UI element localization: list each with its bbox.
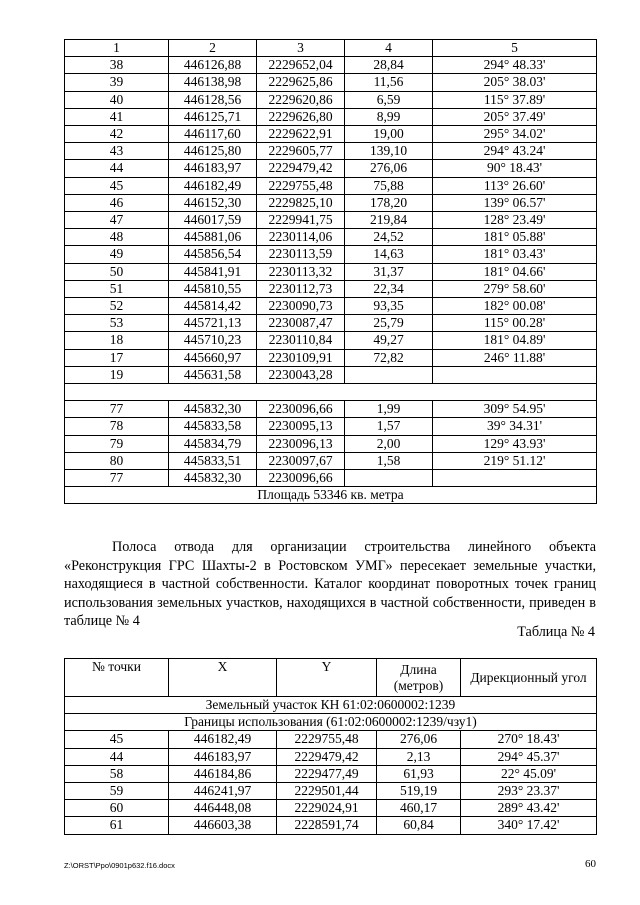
table-cell: 293° 23.37' [461, 783, 597, 800]
table-cell: 113° 26.60' [433, 177, 597, 194]
table-cell: 51 [65, 280, 169, 297]
table-cell [345, 470, 433, 487]
table-cell: 289° 43.42' [461, 800, 597, 817]
header-cell: 1 [65, 40, 169, 57]
table-cell: 128° 23.49' [433, 212, 597, 229]
table-cell: 445841,91 [169, 263, 257, 280]
table-row [65, 126, 597, 143]
table-row [65, 401, 597, 418]
table-row [65, 800, 597, 817]
table-cell: 78 [65, 418, 169, 435]
table-cell: 276,06 [377, 731, 461, 748]
table-cell: 1,58 [345, 452, 433, 469]
table-row [65, 452, 597, 469]
table-cell: 2230090,73 [257, 298, 345, 315]
table-cell: 49,27 [345, 332, 433, 349]
table-cell: 446128,56 [169, 91, 257, 108]
table-cell: 2229755,48 [257, 177, 345, 194]
table-header-row [65, 40, 597, 57]
table-cell: 14,63 [345, 246, 433, 263]
table-cell: 44 [65, 160, 169, 177]
table-cell: 446138,98 [169, 74, 257, 91]
table-row [65, 748, 597, 765]
table-cell: 93,35 [345, 298, 433, 315]
table-row [65, 143, 597, 160]
table-cell: 46 [65, 194, 169, 211]
parcel-label: Земельный участок КН 61:02:0600002:1239 [65, 697, 597, 714]
table-cell: 446125,80 [169, 143, 257, 160]
table-cell: 2229755,48 [277, 731, 377, 748]
table-cell: 2230043,28 [257, 366, 345, 383]
table-cell: 45 [65, 177, 169, 194]
table-row [65, 160, 597, 177]
table-cell: 446241,97 [169, 783, 277, 800]
bounds-row [65, 714, 597, 731]
coordinates-table-continued [64, 39, 597, 504]
table-cell: 41 [65, 108, 169, 125]
table-cell: 80 [65, 452, 169, 469]
table-cell: 276,06 [345, 160, 433, 177]
table-row [65, 212, 597, 229]
table-row [65, 74, 597, 91]
table-cell: 2229479,42 [257, 160, 345, 177]
header-x: X [169, 659, 277, 697]
table-cell: 445834,79 [169, 435, 257, 452]
table-row [65, 229, 597, 246]
table-cell: 115° 00.28' [433, 315, 597, 332]
table-row [65, 91, 597, 108]
table-cell: 294° 43.24' [433, 143, 597, 160]
table-cell: 2229652,04 [257, 57, 345, 74]
area-row [65, 487, 597, 504]
table-cell: 309° 54.95' [433, 401, 597, 418]
table-cell: 50 [65, 263, 169, 280]
table-cell: 445814,42 [169, 298, 257, 315]
table-cell: 31,37 [345, 263, 433, 280]
table-cell: 90° 18.43' [433, 160, 597, 177]
table-cell: 2,00 [345, 435, 433, 452]
table-cell: 445832,30 [169, 401, 257, 418]
table-cell: 446448,08 [169, 800, 277, 817]
table-cell: 79 [65, 435, 169, 452]
table-row [65, 817, 597, 834]
table-cell: 19,00 [345, 126, 433, 143]
table-cell: 446017,59 [169, 212, 257, 229]
table-cell: 43 [65, 143, 169, 160]
table-cell: 445660,97 [169, 349, 257, 366]
table-cell: 8,99 [345, 108, 433, 125]
table-cell: 53 [65, 315, 169, 332]
table-cell: 39 [65, 74, 169, 91]
table-cell: 58 [65, 765, 169, 782]
table-row [65, 470, 597, 487]
table-cell: 59 [65, 783, 169, 800]
table-cell [433, 470, 597, 487]
table-gap-row [65, 384, 597, 401]
table-cell: 181° 04.89' [433, 332, 597, 349]
table-row [65, 783, 597, 800]
table-cell: 22° 45.09' [461, 765, 597, 782]
table-cell: 2229024,91 [277, 800, 377, 817]
table-cell: 2230095,13 [257, 418, 345, 435]
table-cell: 279° 58.60' [433, 280, 597, 297]
table-cell: 2230096,13 [257, 435, 345, 452]
header-cell: 2 [169, 40, 257, 57]
table-cell: 77 [65, 470, 169, 487]
table-cell: 19 [65, 366, 169, 383]
table-cell: 25,79 [345, 315, 433, 332]
table-cell: 2229626,80 [257, 108, 345, 125]
table-cell: 445710,23 [169, 332, 257, 349]
table-cell: 75,88 [345, 177, 433, 194]
table-cell: 139,10 [345, 143, 433, 160]
table-row [65, 57, 597, 74]
table-cell: 182° 00.08' [433, 298, 597, 315]
table-cell: 61 [65, 817, 169, 834]
table-row [65, 332, 597, 349]
table-cell: 2230113,32 [257, 263, 345, 280]
table-cell: 446184,86 [169, 765, 277, 782]
table-cell: 77 [65, 401, 169, 418]
table-cell: 139° 06.57' [433, 194, 597, 211]
table-cell: 446117,60 [169, 126, 257, 143]
table-cell: 2229501,44 [277, 783, 377, 800]
table-cell: 38 [65, 57, 169, 74]
table-cell: 181° 05.88' [433, 229, 597, 246]
table-cell: 445810,55 [169, 280, 257, 297]
table-cell: 446182,49 [169, 731, 277, 748]
table-cell: 60,84 [377, 817, 461, 834]
table-cell: 1,57 [345, 418, 433, 435]
table-4 [64, 658, 597, 835]
table-cell: 181° 03.43' [433, 246, 597, 263]
table-cell: 49 [65, 246, 169, 263]
table-cell: 2230109,91 [257, 349, 345, 366]
paragraph-text: Полоса отвода для организации строительства линейного объекта «Реконструкция ГРС Шахты-2 в Ростовском УМГ» пересекает земельные участки, находящиеся в частной собственности. Каталог координат поворотных точек границ использования земельных участков, находящихся в частной собственности, приведен в таблице № 4 [64, 539, 596, 630]
table-cell: 2229479,42 [277, 748, 377, 765]
table-cell: 2229622,91 [257, 126, 345, 143]
table-cell: 219° 51.12' [433, 452, 597, 469]
table-cell: 39° 34.31' [433, 418, 597, 435]
table-cell: 115° 37.89' [433, 91, 597, 108]
table-cell: 446125,71 [169, 108, 257, 125]
table-cell: 47 [65, 212, 169, 229]
header-angle: Дирекционный угол [461, 659, 597, 697]
table-cell: 294° 45.37' [461, 748, 597, 765]
table-caption: Таблица № 4 [517, 624, 595, 640]
table-cell: 2229620,86 [257, 91, 345, 108]
table-cell [345, 366, 433, 383]
table-cell: 2229625,86 [257, 74, 345, 91]
table-row [65, 194, 597, 211]
table-cell: 445833,58 [169, 418, 257, 435]
header-point-number: № точки [65, 659, 169, 697]
table-cell: 519,19 [377, 783, 461, 800]
header-length: Длина (метров) [377, 659, 461, 697]
table-cell: 2230110,84 [257, 332, 345, 349]
table-row [65, 246, 597, 263]
table-cell: 446182,49 [169, 177, 257, 194]
table-cell: 445856,54 [169, 246, 257, 263]
table-cell: 445833,51 [169, 452, 257, 469]
table-cell: 178,20 [345, 194, 433, 211]
table-cell: 61,93 [377, 765, 461, 782]
table-cell: 340° 17.42' [461, 817, 597, 834]
table-cell: 129° 43.93' [433, 435, 597, 452]
table-cell: 446603,38 [169, 817, 277, 834]
table-row [65, 263, 597, 280]
table-cell: 48 [65, 229, 169, 246]
area-total: Площадь 53346 кв. метра [65, 487, 597, 504]
table-cell: 2229605,77 [257, 143, 345, 160]
table-cell: 40 [65, 91, 169, 108]
header-cell: 4 [345, 40, 433, 57]
table-cell: 52 [65, 298, 169, 315]
table-cell: 446126,88 [169, 57, 257, 74]
table-cell: 446152,30 [169, 194, 257, 211]
table-cell: 6,59 [345, 91, 433, 108]
table-cell: 445631,58 [169, 366, 257, 383]
table-row [65, 765, 597, 782]
table-cell: 2230097,67 [257, 452, 345, 469]
table-cell: 2230096,66 [257, 470, 345, 487]
table-cell: 219,84 [345, 212, 433, 229]
table-cell: 445881,06 [169, 229, 257, 246]
parcel-row [65, 697, 597, 714]
table-row [65, 366, 597, 383]
table-cell: 42 [65, 126, 169, 143]
table-cell: 205° 38.03' [433, 74, 597, 91]
header-y: Y [277, 659, 377, 697]
table-cell: 2230113,59 [257, 246, 345, 263]
page-number: 60 [585, 858, 596, 870]
table-cell: 246° 11.88' [433, 349, 597, 366]
body-paragraph [64, 538, 596, 631]
table-row [65, 108, 597, 125]
table-cell: 1,99 [345, 401, 433, 418]
table-cell: 45 [65, 731, 169, 748]
table-cell: 28,84 [345, 57, 433, 74]
table-row [65, 177, 597, 194]
table-row [65, 349, 597, 366]
header-cell: 5 [433, 40, 597, 57]
table-cell: 2228591,74 [277, 817, 377, 834]
table-cell: 17 [65, 349, 169, 366]
table-cell: 24,52 [345, 229, 433, 246]
table-cell [433, 366, 597, 383]
table-cell: 11,56 [345, 74, 433, 91]
table-cell: 445832,30 [169, 470, 257, 487]
table-cell: 445721,13 [169, 315, 257, 332]
table-cell: 2229825,10 [257, 194, 345, 211]
table-cell: 446183,97 [169, 748, 277, 765]
table-cell: 2,13 [377, 748, 461, 765]
table-row [65, 435, 597, 452]
table-cell: 446183,97 [169, 160, 257, 177]
table-cell: 2230114,06 [257, 229, 345, 246]
table-cell: 22,34 [345, 280, 433, 297]
table-cell: 294° 48.33' [433, 57, 597, 74]
table-row [65, 731, 597, 748]
header-cell: 3 [257, 40, 345, 57]
table-header-row [65, 659, 597, 697]
table-cell: 270° 18.43' [461, 731, 597, 748]
table-cell: 2229941,75 [257, 212, 345, 229]
table-cell: 181° 04.66' [433, 263, 597, 280]
table-cell: 295° 34.02' [433, 126, 597, 143]
table-row [65, 315, 597, 332]
bounds-label: Границы использования (61:02:0600002:1239/чзу1) [65, 714, 597, 731]
table-cell: 60 [65, 800, 169, 817]
table-cell: 460,17 [377, 800, 461, 817]
table-cell: 2230087,47 [257, 315, 345, 332]
file-path: Z:\ORST\Ppo\0901p632.f16.docx [64, 861, 175, 870]
table-cell: 2230112,73 [257, 280, 345, 297]
table-cell: 44 [65, 748, 169, 765]
table-cell: 72,82 [345, 349, 433, 366]
table-cell: 2229477,49 [277, 765, 377, 782]
table-cell: 18 [65, 332, 169, 349]
table-row [65, 298, 597, 315]
table-row [65, 280, 597, 297]
table-row [65, 418, 597, 435]
table-cell: 2230096,66 [257, 401, 345, 418]
table-cell: 205° 37.49' [433, 108, 597, 125]
